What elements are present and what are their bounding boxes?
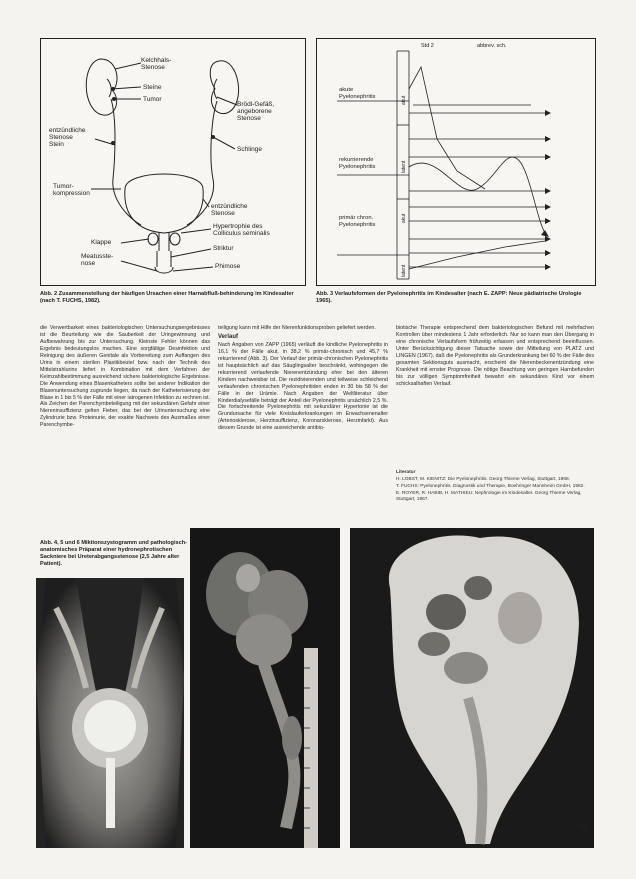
reference-item: E. ROYER, R. HABIB, H. MATHIEU: Nephrologie im Kindesalter. Georg Thieme Verlag, Stuttgart, 1967. <box>396 491 582 502</box>
paragraph: Nach Angaben von ZAPP (1965) verläuft die kindliche Pyelonephritis in 16,1 % der Fälle akut, in 38,2 % primär-chronisch und 45,7 % rekurrierend (Abb. 3). Der Verlauf der primär-chronischen Pyelonephritis ist hauptsächlich auf das Säuglingsalter beschränkt, wohingegen die rekurrierend verlaufende Nierenentzündung eher bei den älteren Kindern nachweisbar ist. Die rezidivierenden und teilweise schleichend verlaufenden chronischen Pyelonephritiden enden in 30 bis 58 % der Fälle in der Urämie. Nach Angaben der Weltliteratur über Kinderdialysefälle beträgt der Anteil der Pyelonephritis ursächlich 2,5 %. Die fortschreitende Pyelonephritis mit sekundärer Hypertonie ist die Grundursache für viele Kreislauferkrankungen im Erwachsenenalter (Arteriosklerose, Herzinsuffizienz, Koronarsklerose, Herzinfarkt). Aus diesem Grunde ist eine ausreichende antibio- <box>218 341 388 432</box>
paragraph: die Verwertbarkeit eines bakteriologischen Untersuchungsergebnisses ist die Beurteilung wie die Sauberkeit der Uringewinnung und Aufbewahrung bis zur Untersuchung. Kleinste Fehler können das Ergebnis bedeutungslos machen. Eine sorgfältige Desinfektion und Reinigung des äußeren Genitale als Vorbereitung zum Auffangen des Urins in einem sterilen Plastikbeutel bzw. nach der Technik des Mittelstrahlurins liefert in Kombination mit dem Verfahren der Keimzahlbestimmung ausreichend sichere bakteriologische Ergebnisse. Die Anwendung eines Blasenkatheters sollte bei anderer Indikation der Blasenuntersuchung zugrunde liegen, da nach der Katheterisierung der Blase in 1 bis 5 % der Fälle mit einer iatrogenen Infektion zu rechnen ist. Als Zeichen der Parenchymbeteiligung mit der sekundären Gefahr einer Niereninsuffizienz gelten Fieber, das bei der Urinuntersuchung eine Zylindrurie bzw. Proteinurie, der exakte Nachweis des Ausmaßes einer Parenchymbe- <box>40 325 210 429</box>
paragraph: teiligung kann mit Hilfe der Nierenfunktionsproben geliefert werden. <box>218 325 376 331</box>
row-label-primaer-chronisch: primär chron. Pyelonephritis <box>339 215 376 228</box>
urinary-tract-diagram <box>41 39 305 285</box>
figure-2-box <box>40 38 306 286</box>
figure-3-caption: Abb. 3 Verlaufsformen der Pyelonephritis im Kindesalter (nach E. ZAPP: Neue pädiatrische Urologie 1965). <box>316 291 582 304</box>
label-tumor: Tumor <box>143 96 162 103</box>
row-label-akute: akute Pyelonephritis <box>339 87 376 100</box>
label-kelchhals-stenose: Kelchhals- Stenose <box>141 57 172 71</box>
label-brodel-gefaess: Brödl-Gefäß, angeborene Stenose <box>237 101 275 122</box>
reference-item: T. FUCHS: Pyelonephritis. Diagnostik und Therapie, Boehringer Mannheim GmbH, 1982. <box>396 484 585 489</box>
paragraph: biotische Therapie entsprechend dem bakteriologischen Befund mit mehrfachen Kontrollen über mindestens 1 Jahr erforderlich. Nur so kann man den Übergang in eine chronische Verlaufsform frühzeitig erfassen und entsprechend beeinflussen. Unter Berücksichtigung dieser Tatsache sowie der Mitteilung von PLATZ und LINGEN (1967), daß die Pyelonephritis als Grunderkrankung bei 60 % der Fälle des gesamten Sektionsguts ausmacht, erscheint die Nierenbeckenentzündung eine Krankheit mit ernster Prognose. Die nötige Beachtung von geringen Harnbefunden bis zur völligen Symptomfreiheit bewahrt ein sekundäres Kind vor einem schicksalhaften Verlauf. <box>396 325 594 387</box>
figure-2-caption: Abb. 2 Zusammenstellung der häufigen Ursachen einer Harnabfluß-behinderung im Kindesalter (nach T. FUCHS, 1982). <box>40 291 294 304</box>
section-heading-verlauf: Verlauf <box>218 333 239 340</box>
axis-stage-akut-1: akut <box>401 95 407 105</box>
figure-4-6-caption: Abb. 4, 5 und 6 Miktionszystogramm und pathologisch-anatomisches Präparat einer hydronephrotischen Sackniere bei Ureterabgangsstenose (2,5 Jahre alter Patient). <box>40 540 187 567</box>
fig3-header-left: Std 2 <box>421 43 434 49</box>
page-number: 19 <box>578 822 587 831</box>
label-entzuendliche-stenose: entzündliche Stenose <box>211 203 248 217</box>
label-entzuendliche-stenose-stein: entzündliche Stenose Stein <box>49 127 86 148</box>
label-striktur: Striktur <box>213 245 234 252</box>
label-tumor-kompression: Tumor- kompression <box>53 183 90 197</box>
reference-item: H. LOBST, M. KIENITZ: Die Pyelonephritis. Georg Thieme Verlag, Stuttgart, 1968. <box>396 477 571 482</box>
text-column-2 <box>218 325 388 433</box>
text-column-1 <box>40 325 210 430</box>
label-klappe: Klappe <box>91 239 112 246</box>
figure-3-box <box>316 38 596 286</box>
row-label-rekurrierende: rekurrierende Pyelonephritis <box>339 157 376 170</box>
references <box>396 470 594 504</box>
label-hypertrophie: Hypertrophie des Colliculus seminalis <box>213 223 270 237</box>
kidney-section-photo <box>350 528 594 848</box>
axis-stage-latent-2: latent <box>401 264 407 277</box>
text-column-3 <box>396 325 594 389</box>
fig3-header-right: abbrev. sch. <box>477 43 507 49</box>
label-phimose: Phimose <box>215 263 241 270</box>
axis-stage-akut-2: akut <box>401 213 407 223</box>
label-schlinge: Schlinge <box>237 146 262 153</box>
label-steine: Steine <box>143 84 162 91</box>
axis-stage-latent-1: latent <box>401 160 407 173</box>
kidney-specimen-photo <box>190 528 340 848</box>
label-meatusstenose: Meatusste- nose <box>81 253 114 267</box>
cystogram-photo <box>36 578 184 848</box>
references-title: Literatur <box>396 470 416 475</box>
